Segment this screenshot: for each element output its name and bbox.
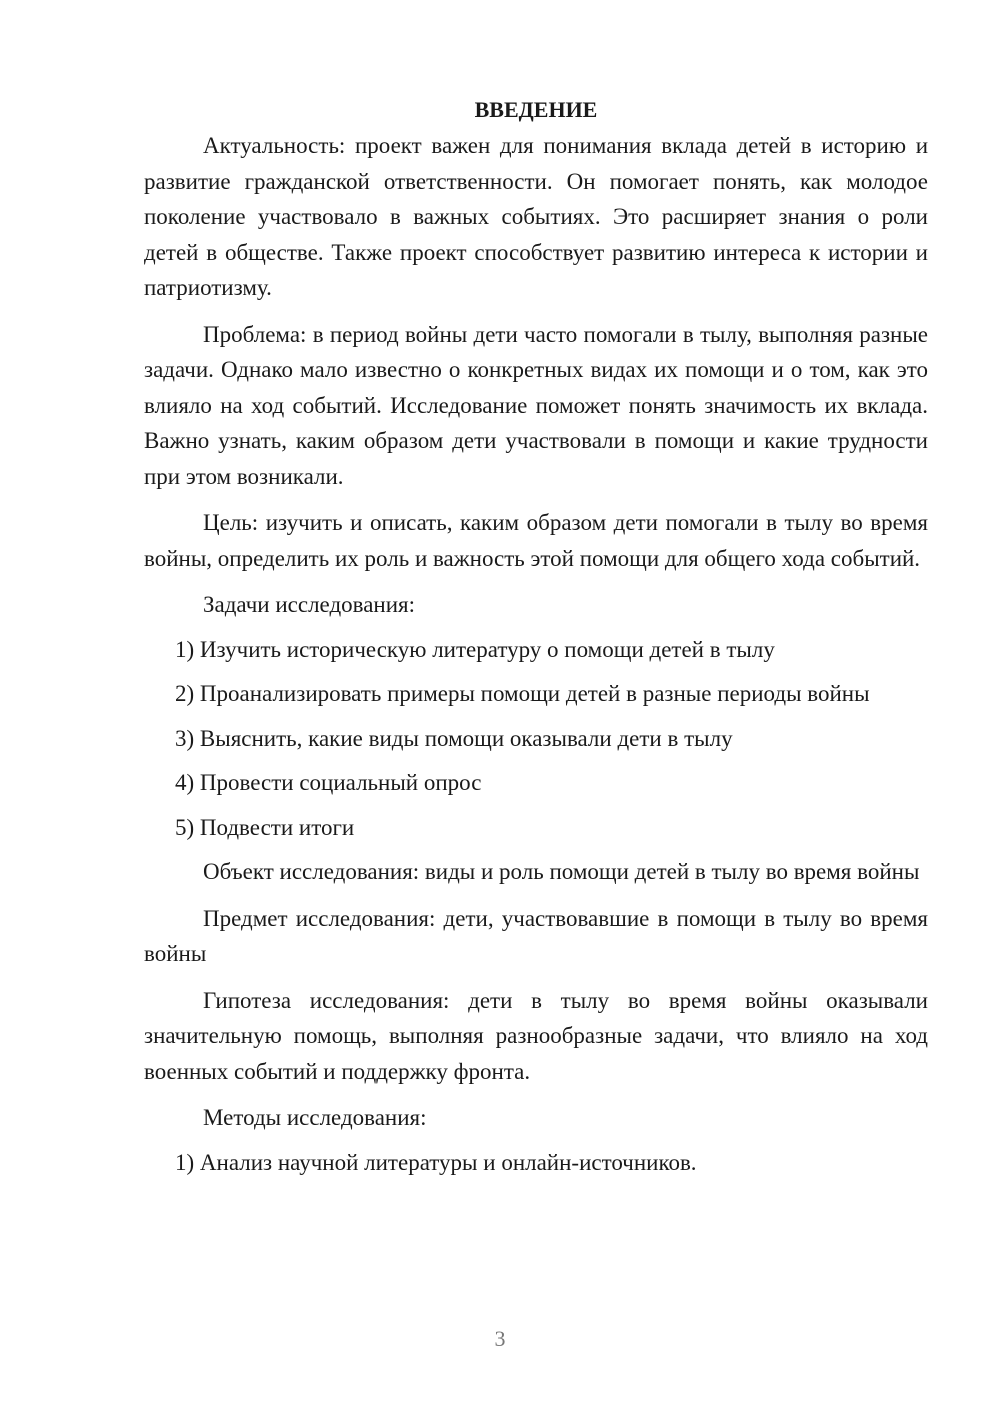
page-number: 3 xyxy=(494,1326,506,1351)
hypothesis-paragraph: Гипотеза исследования: дети в тылу во время войны оказывали значительную помощь, выполняя разнообразные задачи, что влияло на ход военных событий и поддержку фронта. xyxy=(144,987,928,1084)
document-page xyxy=(144,92,928,1189)
section-title: ВВЕДЕНИЕ xyxy=(474,97,598,122)
task-item-1: 1) Изучить историческую литературу о помощи детей в тылу xyxy=(175,636,775,662)
object-paragraph: Объект исследования: виды и роль помощи детей в тылу во время войны xyxy=(203,859,920,884)
subject-paragraph: Предмет исследования: дети, участвовавшие в помощи в тылу во время войны xyxy=(144,905,928,966)
problem-paragraph: Проблема: в период войны дети часто помогали в тылу, выполняя разные задачи. Однако мало известно о конкретных видах их помощи и о том, как это влияло на ход событий. Исследование поможет понять значимость их вклада. Важно узнать, каким образом дети участвовали в помощи и какие трудности при этом возникали. xyxy=(144,321,928,489)
task-item-4: 4) Провести социальный опрос xyxy=(175,770,482,795)
task-item-5: 5) Подвести итоги xyxy=(175,814,355,840)
method-item-1: 1) Анализ научной литературы и онлайн-источников. xyxy=(175,1149,697,1175)
task-item-2: 2) Проанализировать примеры помощи детей в разные периоды войны xyxy=(175,681,870,706)
tasks-heading: Задачи исследования: xyxy=(203,592,416,617)
goal-paragraph: Цель: изучить и описать, каким образом дети помогали в тылу во время войны, определить их роль и важность этой помощи для общего хода событий. xyxy=(144,510,928,571)
task-item-3: 3) Выяснить, какие виды помощи оказывали дети в тылу xyxy=(175,725,733,751)
relevance-paragraph: Актуальность: проект важен для понимания вклада детей в историю и развитие гражданской ответственности. Он помогает понять, как молодое поколение участвовало в важных событиях. Это расширяет знания о роли детей в обществе. Также проект способствует развитию интереса к истории и патриотизму. xyxy=(144,133,928,300)
methods-heading: Методы исследования: xyxy=(203,1105,427,1130)
